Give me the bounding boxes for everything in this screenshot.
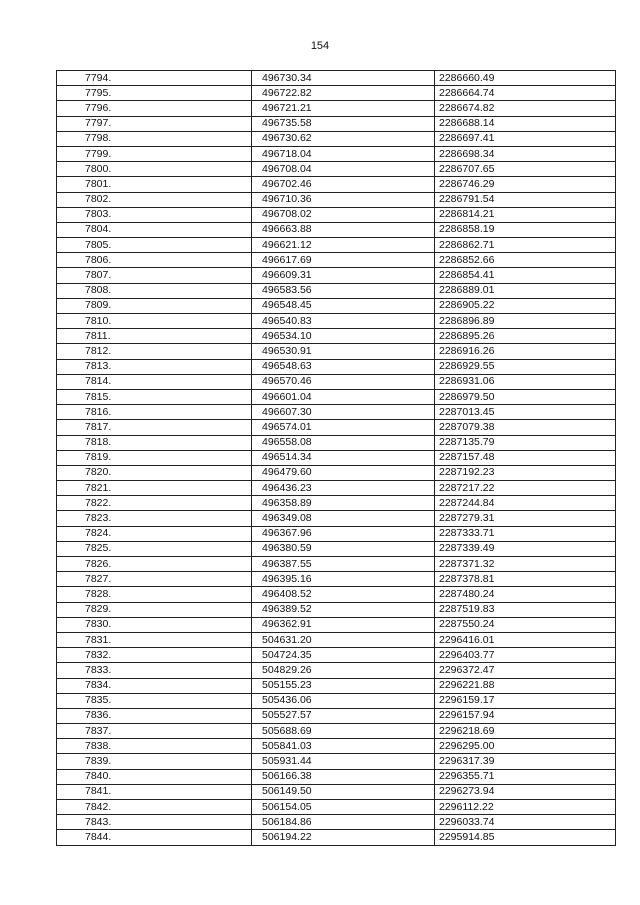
x-coordinate-cell: 496601.04 [252, 389, 435, 404]
table-row [57, 465, 616, 480]
point-number-cell: 7837. [57, 724, 252, 739]
point-number-cell: 7804. [57, 222, 252, 237]
y-coordinate-cell: 2286674.82 [435, 101, 616, 116]
table-row [57, 693, 616, 708]
y-coordinate-cell: 2296403.77 [435, 648, 616, 663]
x-coordinate-cell: 496408.52 [252, 587, 435, 602]
y-coordinate-cell: 2286697.41 [435, 131, 616, 146]
point-number-cell: 7827. [57, 572, 252, 587]
point-number-cell: 7814. [57, 374, 252, 389]
y-coordinate-cell: 2296221.88 [435, 678, 616, 693]
x-coordinate-cell: 496436.23 [252, 481, 435, 496]
table-row [57, 359, 616, 374]
x-coordinate-cell: 496358.89 [252, 496, 435, 511]
table-row [57, 602, 616, 617]
x-coordinate-cell: 506166.38 [252, 769, 435, 784]
y-coordinate-cell: 2286814.21 [435, 207, 616, 222]
point-number-cell: 7819. [57, 450, 252, 465]
point-number-cell: 7825. [57, 541, 252, 556]
point-number-cell: 7799. [57, 146, 252, 161]
x-coordinate-cell: 496730.62 [252, 131, 435, 146]
x-coordinate-cell: 496609.31 [252, 268, 435, 283]
y-coordinate-cell: 2286858.19 [435, 222, 616, 237]
table-row [57, 800, 616, 815]
x-coordinate-cell: 496583.56 [252, 283, 435, 298]
point-number-cell: 7818. [57, 435, 252, 450]
y-coordinate-cell: 2286854.41 [435, 268, 616, 283]
x-coordinate-cell: 496534.10 [252, 329, 435, 344]
x-coordinate-cell: 506194.22 [252, 830, 435, 845]
point-number-cell: 7808. [57, 283, 252, 298]
point-number-cell: 7835. [57, 693, 252, 708]
x-coordinate-cell: 496558.08 [252, 435, 435, 450]
y-coordinate-cell: 2287519.83 [435, 602, 616, 617]
x-coordinate-cell: 505931.44 [252, 754, 435, 769]
y-coordinate-cell: 2286791.54 [435, 192, 616, 207]
x-coordinate-cell: 496621.12 [252, 238, 435, 253]
point-number-cell: 7810. [57, 314, 252, 329]
table-row [57, 511, 616, 526]
page-number: 154 [310, 40, 330, 52]
point-number-cell: 7817. [57, 420, 252, 435]
x-coordinate-cell: 505527.57 [252, 708, 435, 723]
point-number-cell: 7816. [57, 405, 252, 420]
y-coordinate-cell: 2287339.49 [435, 541, 616, 556]
table-row [57, 526, 616, 541]
table-row [57, 678, 616, 693]
y-coordinate-cell: 2287244.84 [435, 496, 616, 511]
table-row [57, 389, 616, 404]
y-coordinate-cell: 2287378.81 [435, 572, 616, 587]
y-coordinate-cell: 2286979.50 [435, 389, 616, 404]
table-row [57, 769, 616, 784]
point-number-cell: 7824. [57, 526, 252, 541]
point-number-cell: 7798. [57, 131, 252, 146]
table-row [57, 116, 616, 131]
point-number-cell: 7833. [57, 663, 252, 678]
table-row [57, 329, 616, 344]
x-coordinate-cell: 496362.91 [252, 617, 435, 632]
y-coordinate-cell: 2286931.06 [435, 374, 616, 389]
x-coordinate-cell: 496530.91 [252, 344, 435, 359]
y-coordinate-cell: 2286664.74 [435, 86, 616, 101]
table-row [57, 450, 616, 465]
x-coordinate-cell: 496607.30 [252, 405, 435, 420]
y-coordinate-cell: 2296295.00 [435, 739, 616, 754]
table-row [57, 784, 616, 799]
x-coordinate-cell: 496380.59 [252, 541, 435, 556]
point-number-cell: 7841. [57, 784, 252, 799]
x-coordinate-cell: 496387.55 [252, 557, 435, 572]
y-coordinate-cell: 2296159.17 [435, 693, 616, 708]
table-row [57, 177, 616, 192]
point-number-cell: 7832. [57, 648, 252, 663]
coordinates-table-body [57, 71, 616, 846]
table-row [57, 283, 616, 298]
x-coordinate-cell: 496617.69 [252, 253, 435, 268]
x-coordinate-cell: 505436.06 [252, 693, 435, 708]
point-number-cell: 7831. [57, 632, 252, 647]
x-coordinate-cell: 496735.58 [252, 116, 435, 131]
point-number-cell: 7800. [57, 162, 252, 177]
point-number-cell: 7843. [57, 815, 252, 830]
x-coordinate-cell: 496548.63 [252, 359, 435, 374]
table-row [57, 253, 616, 268]
table-row [57, 724, 616, 739]
point-number-cell: 7830. [57, 617, 252, 632]
y-coordinate-cell: 2296218.69 [435, 724, 616, 739]
point-number-cell: 7834. [57, 678, 252, 693]
x-coordinate-cell: 496540.83 [252, 314, 435, 329]
y-coordinate-cell: 2296033.74 [435, 815, 616, 830]
table-row [57, 238, 616, 253]
table-row [57, 131, 616, 146]
y-coordinate-cell: 2296372.47 [435, 663, 616, 678]
table-row [57, 830, 616, 845]
table-row [57, 192, 616, 207]
table-row [57, 632, 616, 647]
y-coordinate-cell: 2296317.39 [435, 754, 616, 769]
point-number-cell: 7794. [57, 71, 252, 86]
table-row [57, 420, 616, 435]
table-row [57, 708, 616, 723]
table-row [57, 648, 616, 663]
y-coordinate-cell: 2287157.48 [435, 450, 616, 465]
y-coordinate-cell: 2296273.94 [435, 784, 616, 799]
x-coordinate-cell: 506149.50 [252, 784, 435, 799]
table-row [57, 222, 616, 237]
point-number-cell: 7836. [57, 708, 252, 723]
point-number-cell: 7820. [57, 465, 252, 480]
y-coordinate-cell: 2286852.66 [435, 253, 616, 268]
point-number-cell: 7795. [57, 86, 252, 101]
x-coordinate-cell: 505155.23 [252, 678, 435, 693]
x-coordinate-cell: 496514.34 [252, 450, 435, 465]
coordinates-table [56, 70, 616, 846]
x-coordinate-cell: 496710.36 [252, 192, 435, 207]
table-row [57, 207, 616, 222]
y-coordinate-cell: 2287480.24 [435, 587, 616, 602]
point-number-cell: 7823. [57, 511, 252, 526]
point-number-cell: 7813. [57, 359, 252, 374]
x-coordinate-cell: 496367.96 [252, 526, 435, 541]
table-row [57, 405, 616, 420]
table-row [57, 572, 616, 587]
x-coordinate-cell: 496479.60 [252, 465, 435, 480]
point-number-cell: 7829. [57, 602, 252, 617]
table-row [57, 617, 616, 632]
y-coordinate-cell: 2287013.45 [435, 405, 616, 420]
y-coordinate-cell: 2286889.01 [435, 283, 616, 298]
y-coordinate-cell: 2287079.38 [435, 420, 616, 435]
x-coordinate-cell: 496722.82 [252, 86, 435, 101]
x-coordinate-cell: 496574.01 [252, 420, 435, 435]
y-coordinate-cell: 2286698.34 [435, 146, 616, 161]
point-number-cell: 7828. [57, 587, 252, 602]
point-number-cell: 7815. [57, 389, 252, 404]
table-row [57, 739, 616, 754]
y-coordinate-cell: 2286905.22 [435, 298, 616, 313]
y-coordinate-cell: 2286895.26 [435, 329, 616, 344]
table-row [57, 298, 616, 313]
y-coordinate-cell: 2287371.32 [435, 557, 616, 572]
y-coordinate-cell: 2296157.94 [435, 708, 616, 723]
point-number-cell: 7807. [57, 268, 252, 283]
point-number-cell: 7811. [57, 329, 252, 344]
table-row [57, 71, 616, 86]
table-row [57, 344, 616, 359]
table-row [57, 815, 616, 830]
table-row [57, 314, 616, 329]
x-coordinate-cell: 496730.34 [252, 71, 435, 86]
y-coordinate-cell: 2286688.14 [435, 116, 616, 131]
x-coordinate-cell: 496395.16 [252, 572, 435, 587]
point-number-cell: 7803. [57, 207, 252, 222]
point-number-cell: 7838. [57, 739, 252, 754]
point-number-cell: 7805. [57, 238, 252, 253]
table-row [57, 162, 616, 177]
x-coordinate-cell: 496721.21 [252, 101, 435, 116]
point-number-cell: 7842. [57, 800, 252, 815]
point-number-cell: 7802. [57, 192, 252, 207]
table-row [57, 663, 616, 678]
table-row [57, 268, 616, 283]
y-coordinate-cell: 2296355.71 [435, 769, 616, 784]
y-coordinate-cell: 2286746.29 [435, 177, 616, 192]
point-number-cell: 7839. [57, 754, 252, 769]
y-coordinate-cell: 2296112.22 [435, 800, 616, 815]
y-coordinate-cell: 2295914.85 [435, 830, 616, 845]
x-coordinate-cell: 505688.69 [252, 724, 435, 739]
point-number-cell: 7809. [57, 298, 252, 313]
point-number-cell: 7797. [57, 116, 252, 131]
x-coordinate-cell: 496389.52 [252, 602, 435, 617]
point-number-cell: 7812. [57, 344, 252, 359]
table-row [57, 541, 616, 556]
point-number-cell: 7801. [57, 177, 252, 192]
x-coordinate-cell: 496349.08 [252, 511, 435, 526]
point-number-cell: 7821. [57, 481, 252, 496]
y-coordinate-cell: 2287217.22 [435, 481, 616, 496]
y-coordinate-cell: 2286916.26 [435, 344, 616, 359]
point-number-cell: 7844. [57, 830, 252, 845]
point-number-cell: 7822. [57, 496, 252, 511]
y-coordinate-cell: 2286896.89 [435, 314, 616, 329]
y-coordinate-cell: 2286707.65 [435, 162, 616, 177]
y-coordinate-cell: 2296416.01 [435, 632, 616, 647]
x-coordinate-cell: 496702.46 [252, 177, 435, 192]
x-coordinate-cell: 504829.26 [252, 663, 435, 678]
point-number-cell: 7806. [57, 253, 252, 268]
y-coordinate-cell: 2286862.71 [435, 238, 616, 253]
table-row [57, 101, 616, 116]
point-number-cell: 7840. [57, 769, 252, 784]
point-number-cell: 7826. [57, 557, 252, 572]
x-coordinate-cell: 496663.88 [252, 222, 435, 237]
x-coordinate-cell: 496718.04 [252, 146, 435, 161]
table-row [57, 435, 616, 450]
table-row [57, 146, 616, 161]
x-coordinate-cell: 506154.05 [252, 800, 435, 815]
point-number-cell: 7796. [57, 101, 252, 116]
x-coordinate-cell: 505841.03 [252, 739, 435, 754]
table-row [57, 374, 616, 389]
y-coordinate-cell: 2287333.71 [435, 526, 616, 541]
x-coordinate-cell: 496570.46 [252, 374, 435, 389]
x-coordinate-cell: 506184.86 [252, 815, 435, 830]
x-coordinate-cell: 496548.45 [252, 298, 435, 313]
table-row [57, 86, 616, 101]
x-coordinate-cell: 496708.04 [252, 162, 435, 177]
y-coordinate-cell: 2287550.24 [435, 617, 616, 632]
table-row [57, 481, 616, 496]
y-coordinate-cell: 2287279.31 [435, 511, 616, 526]
y-coordinate-cell: 2287192.23 [435, 465, 616, 480]
y-coordinate-cell: 2287135.79 [435, 435, 616, 450]
x-coordinate-cell: 496708.02 [252, 207, 435, 222]
table-row [57, 587, 616, 602]
table-row [57, 557, 616, 572]
x-coordinate-cell: 504631.20 [252, 632, 435, 647]
x-coordinate-cell: 504724.35 [252, 648, 435, 663]
y-coordinate-cell: 2286929.55 [435, 359, 616, 374]
table-row [57, 754, 616, 769]
y-coordinate-cell: 2286660.49 [435, 71, 616, 86]
table-row [57, 496, 616, 511]
